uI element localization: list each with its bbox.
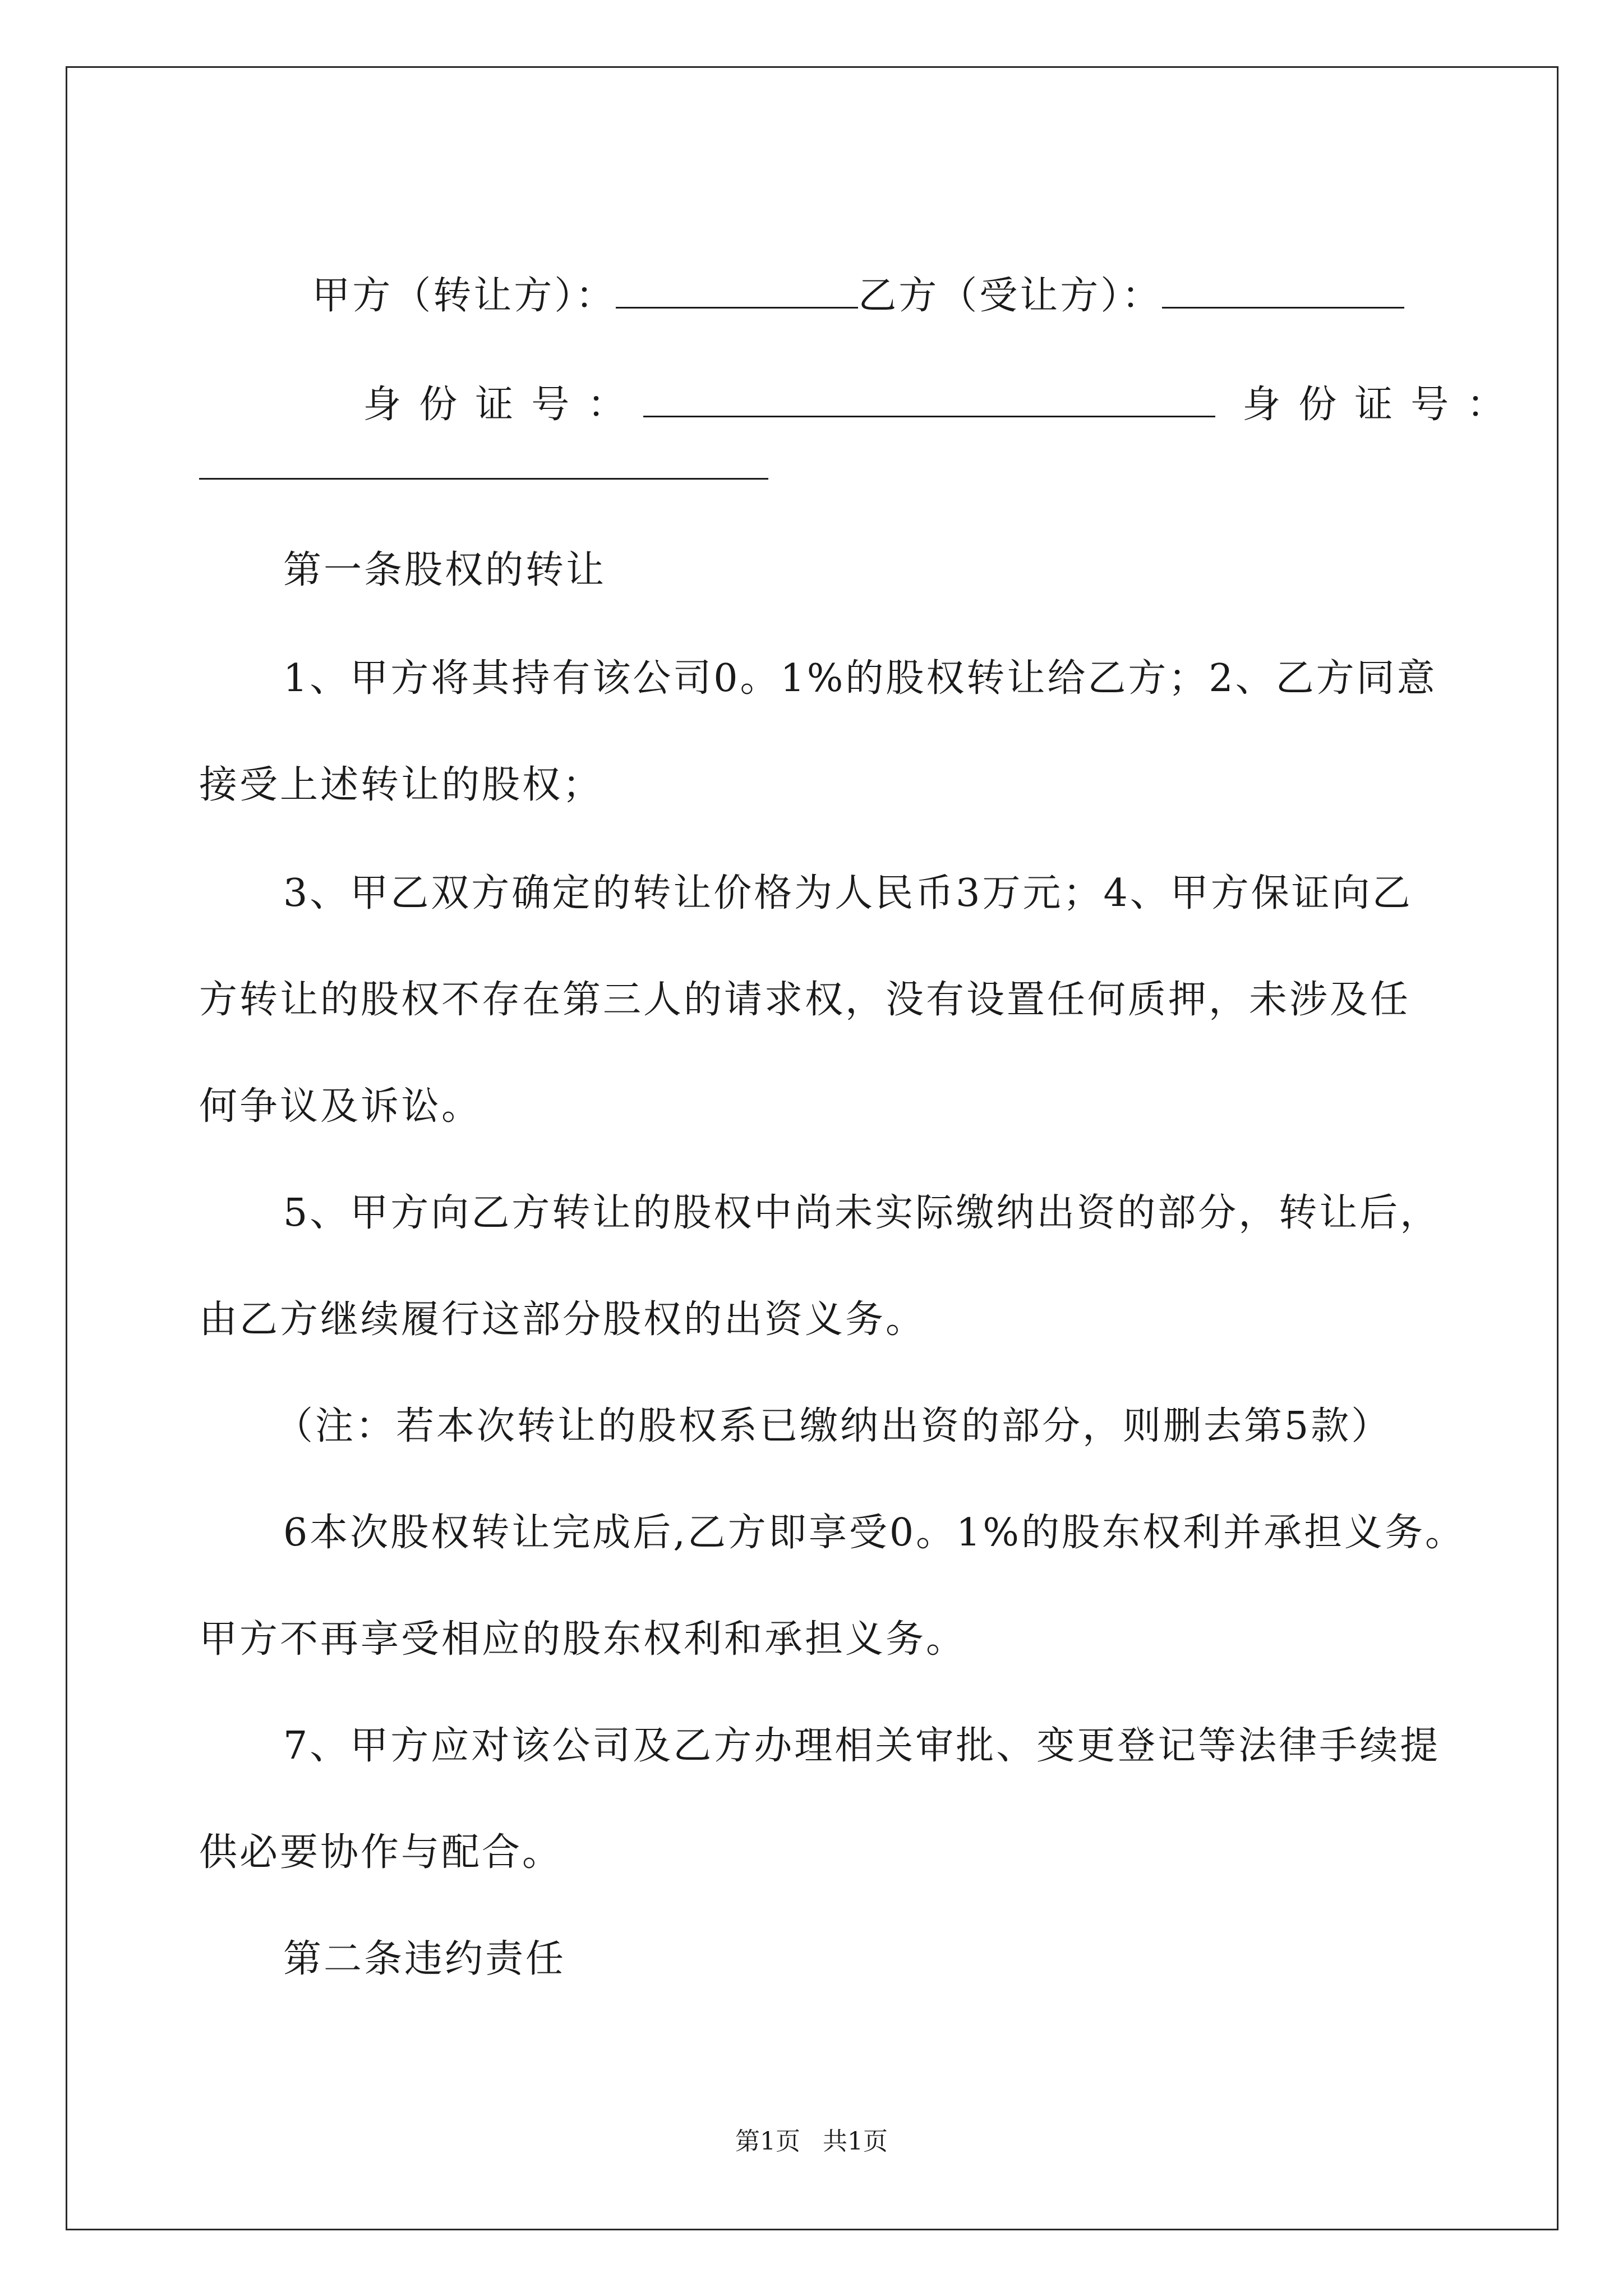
party-b-name-blank [1162, 275, 1404, 309]
party-line [283, 229, 1404, 319]
page-number-current: 第1页 [735, 2127, 800, 2156]
note-line: （注：若本次转让的股权系已缴纳出资的部分，则删去第5款） [275, 1404, 1392, 1448]
id-b-blank [199, 478, 768, 480]
page-number-total: 共1页 [823, 2127, 888, 2156]
paragraph-5-line-2: 供必要协作与配合。 [199, 1830, 563, 1875]
party-a-name-blank [616, 275, 858, 309]
id-label-a: 身份证号： [363, 383, 644, 427]
paragraph-2-line-1: 3、甲乙双方确定的转让价格为人民币3万元；4、甲方保证向乙 [283, 871, 1413, 915]
paragraph-4-line-2: 甲方不再享受相应的股东权利和承担义务。 [199, 1617, 967, 1662]
paragraph-2-line-3: 何争议及诉讼。 [199, 1084, 482, 1129]
page-footer [0, 2126, 1623, 2157]
paragraph-5-line-1: 7、甲方应对该公司及乙方办理相关审批、变更登记等法律手续提 [283, 1724, 1441, 1768]
article2-title: 第二条违约责任 [283, 1937, 566, 1981]
id-line [303, 338, 1523, 427]
paragraph-3-line-2: 由乙方继续履行这部分股权的出资义务。 [199, 1297, 926, 1342]
id-label-b: 身份证号： [1242, 383, 1523, 427]
article1-title: 第一条股权的转让 [283, 548, 607, 592]
party-a-label: 甲方（转让方）： [312, 274, 616, 318]
paragraph-3-line-1: 5、甲方向乙方转让的股权中尚未实际缴纳出资的部分，转让后， [283, 1191, 1441, 1235]
paragraph-2-line-2: 方转让的股权不存在第三人的请求权，没有设置任何质押，未涉及任 [199, 978, 1411, 1022]
paragraph-1-line-1: 1、甲方将其持有该公司0。1%的股权转让给乙方；2、乙方同意 [283, 656, 1437, 701]
paragraph-1-line-2: 接受上述转让的股权； [199, 763, 603, 807]
id-a-blank [643, 384, 1215, 417]
paragraph-4-line-1: 6本次股权转让完成后,乙方即享受0。1%的股东权利并承担义务。 [283, 1511, 1466, 1555]
party-b-label: 乙方（受让方）： [858, 274, 1163, 318]
